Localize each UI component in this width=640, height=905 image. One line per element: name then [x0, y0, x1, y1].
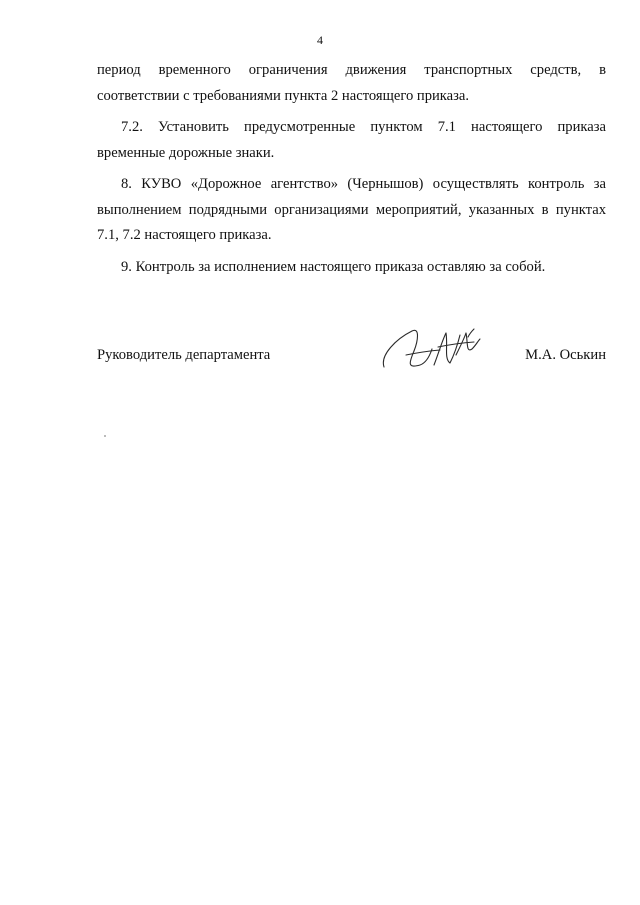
paragraph-continuation: период временного ограничения движения транспортных средств, в соответствии с требованиями пункта 2 настоящего приказа.	[97, 62, 606, 104]
signatory-name: М.А. Оськин	[525, 347, 606, 363]
paragraph-9: 9. Контроль за исполнением настоящего приказа оставляю за собой.	[121, 258, 546, 275]
document-body	[97, 58, 606, 280]
signature-block	[97, 346, 606, 376]
scan-speck	[104, 435, 106, 437]
paragraph-7-2: 7.2. Установить предусмотренные пунктом 7.1 настоящего приказа временные дорожные знаки.	[97, 119, 606, 161]
handwritten-signature	[376, 325, 486, 375]
page-number: 4	[317, 33, 323, 47]
signatory-position: Руководитель департамента	[97, 347, 271, 363]
paragraph-8: 8. КУВО «Дорожное агентство» (Чернышов) осуществлять контроль за выполнением подрядными организациями мероприятий, указанных в пунктах 7.1, 7.2 настоящего приказа.	[97, 176, 606, 243]
